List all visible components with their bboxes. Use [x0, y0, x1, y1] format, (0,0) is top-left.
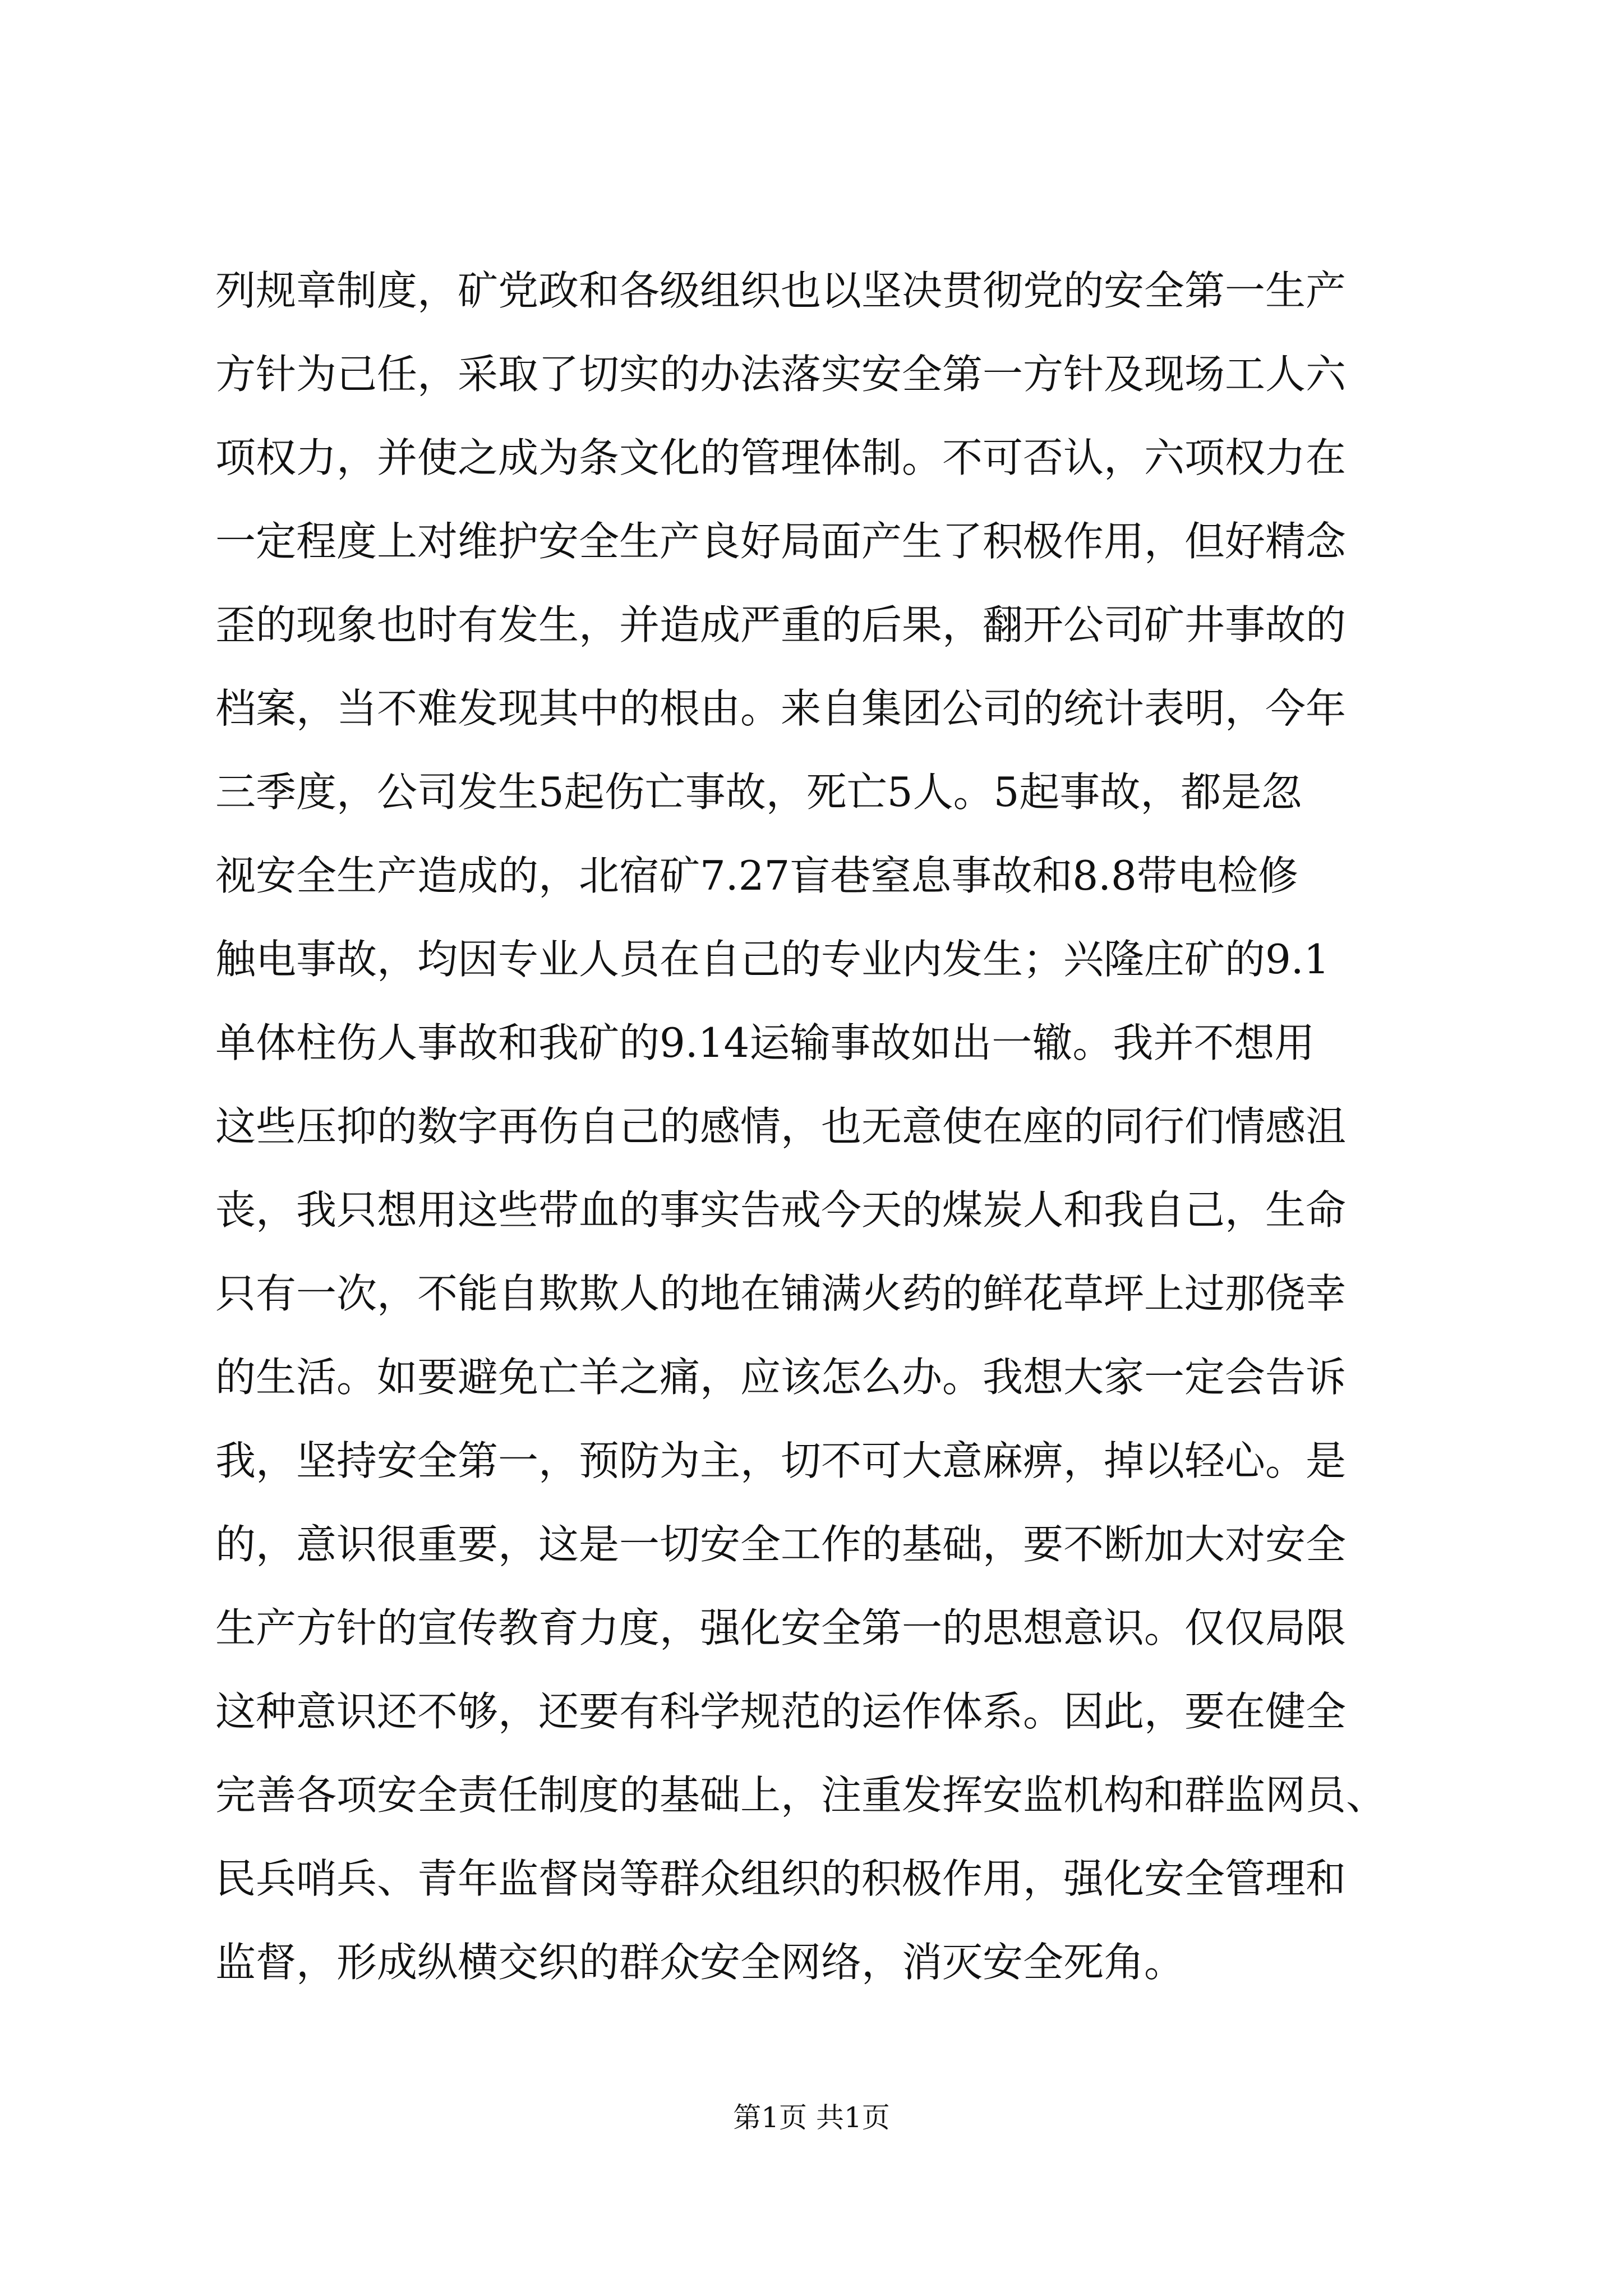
text-line: 完善各项安全责任制度的基础上，注重发挥安监机构和群监网员、: [215, 1772, 1387, 1819]
text-line: 只有一次，不能自欺欺人的地在铺满火药的鲜花草坪上过那侥幸: [215, 1270, 1347, 1317]
text-line: 的，意识很重要，这是一切安全工作的基础，要不断加大对安全: [215, 1521, 1347, 1568]
page-number-footer: 第1页 共1页: [733, 2101, 890, 2134]
text-line: 监督，形成纵横交织的群众安全网络，消灭安全死角。: [215, 1939, 1185, 1986]
text-line: 这些压抑的数字再伤自己的感情，也无意使在座的同行们情感沮: [215, 1103, 1347, 1150]
text-line: 歪的现象也时有发生，并造成严重的后果，翻开公司矿井事故的: [215, 601, 1347, 648]
text-line: 三季度，公司发生5起伤亡事故，死亡5人。5起事故，都是忽: [215, 769, 1302, 816]
text-line: 单体柱伤人事故和我矿的9.14运输事故如出一辙。我并不想用: [215, 1019, 1315, 1066]
text-line: 这种意识还不够，还要有科学规范的运作体系。因此，要在健全: [215, 1688, 1347, 1735]
text-line: 丧，我只想用这些带血的事实告戒今天的煤炭人和我自己，生命: [215, 1186, 1347, 1234]
text-line: 项权力，并使之成为条文化的管理体制。不可否认，六项权力在: [215, 434, 1347, 481]
text-line: 的生活。如要避免亡羊之痛，应该怎么办。我想大家一定会告诉: [215, 1354, 1347, 1401]
text-line: 我，坚持安全第一，预防为主，切不可大意麻痹，掉以轻心。是: [215, 1437, 1347, 1484]
text-line: 生产方针的宣传教育力度，强化安全第一的思想意识。仅仅局限: [215, 1604, 1347, 1651]
body-paragraph: [215, 249, 1415, 2004]
text-line: 一定程度上对维护安全生产良好局面产生了积极作用，但好精念: [215, 518, 1347, 565]
text-line: 视安全生产造成的，北宿矿7.27盲巷窒息事故和8.8带电检修: [215, 852, 1298, 899]
text-line: 档案，当不难发现其中的根由。来自集团公司的统计表明，今年: [215, 685, 1347, 732]
text-line: 方针为己任，采取了切实的办法落实安全第一方针及现场工人六: [215, 351, 1347, 398]
text-line: 列规章制度，矿党政和各级组织也以坚决贯彻党的安全第一生产: [215, 267, 1347, 314]
text-line: 民兵哨兵、青年监督岗等群众组织的积极作用，强化安全管理和: [215, 1855, 1347, 1902]
text-line: 触电事故，均因专业人员在自己的专业内发生；兴隆庄矿的9.1: [215, 936, 1330, 983]
